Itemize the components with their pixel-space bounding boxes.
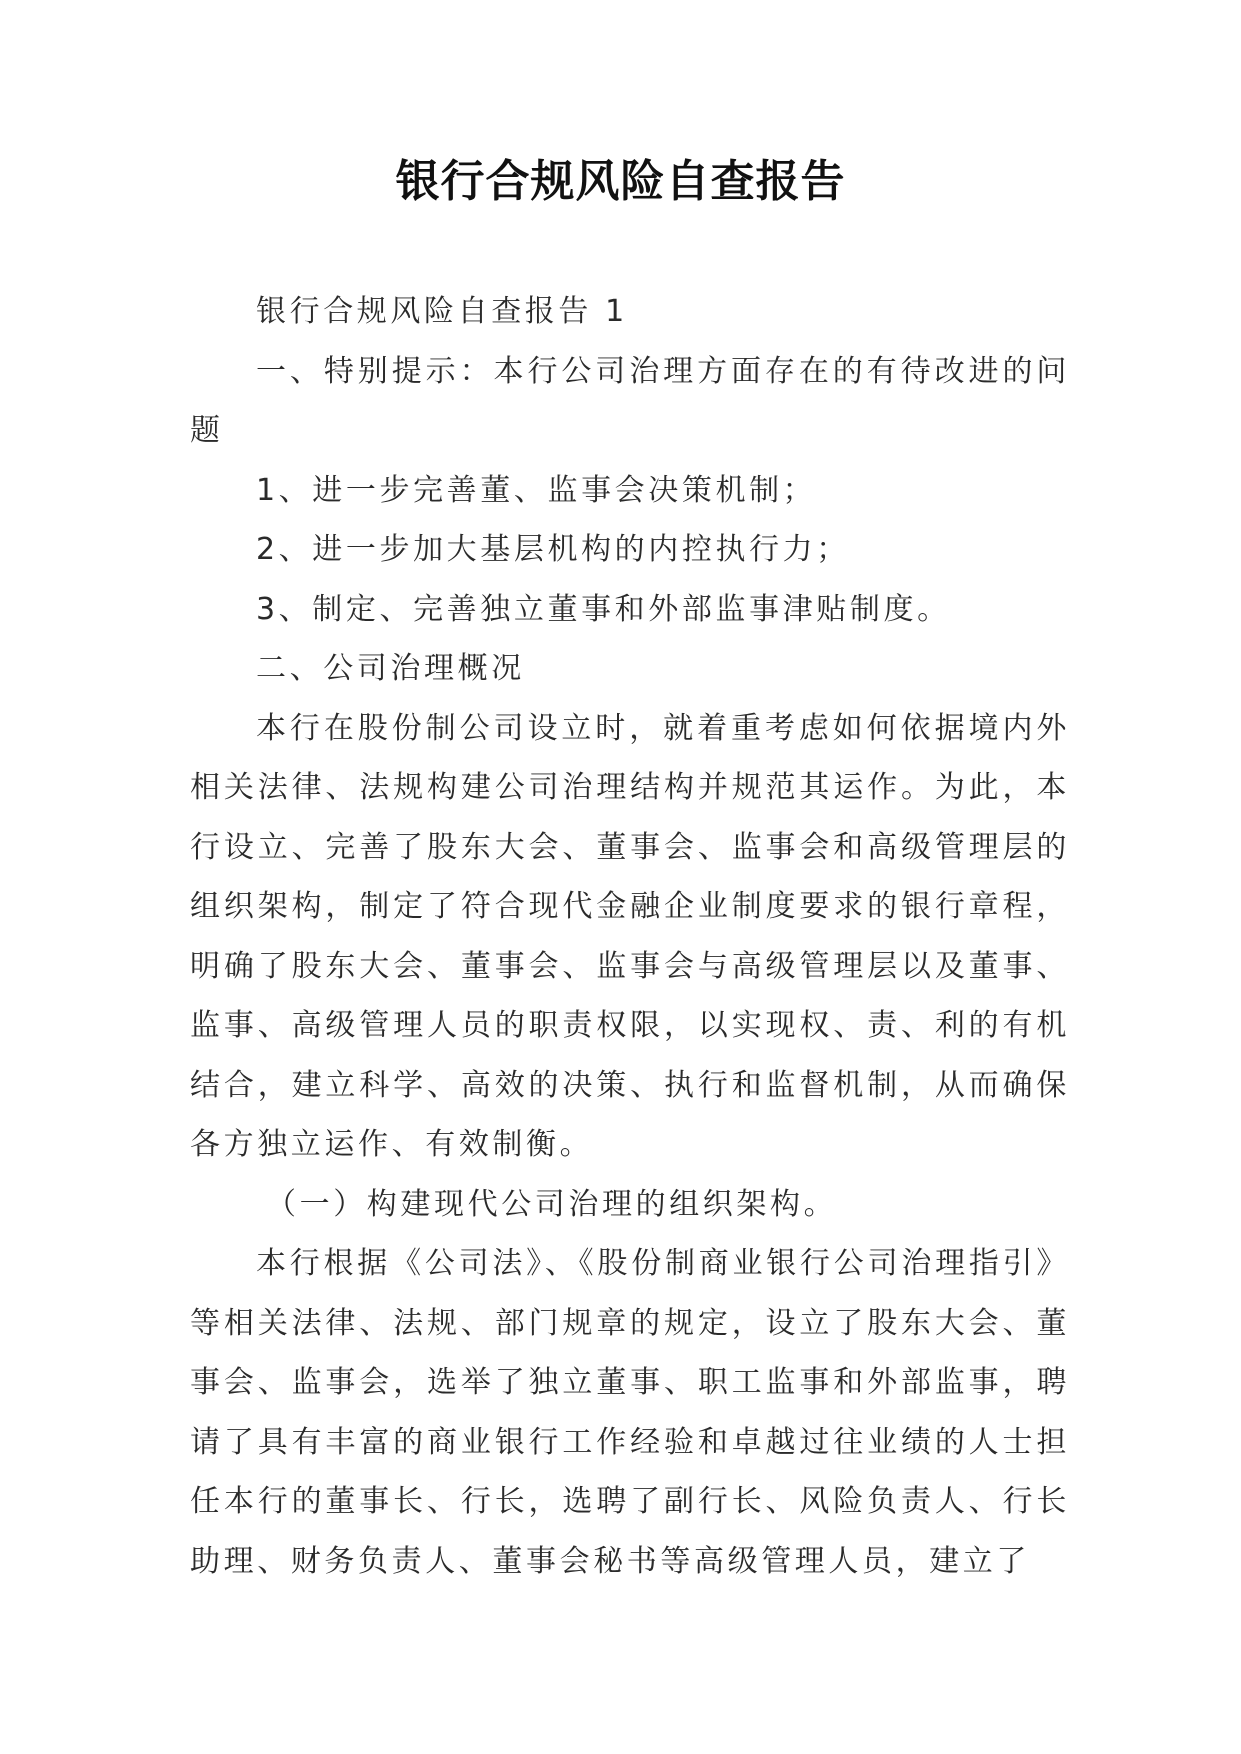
section-heading-special-notice: 一、特别提示：本行公司治理方面存在的有待改进的问题 bbox=[190, 353, 1070, 448]
body-paragraph: 本行根据《公司法》、《股份制商业银行公司治理指引》等相关法律、法规、部门规章的规定，设立了股东大会、董事会、监事会，选举了独立董事、职工监事和外部监事，聘请了具有丰富的商业银行工作经验和卓越过往业绩的人士担任本行的董事长、行长，选聘了副行长、风险负责人、行长助理、财务负责人、董事会秘书等高级管理人员，建立了 bbox=[190, 1246, 1070, 1579]
document-title: 银行合规风险自查报告 bbox=[395, 156, 846, 207]
body-paragraph: 本行在股份制公司设立时，就着重考虑如何依据境内外相关法律、法规构建公司治理结构并规范其运作。为此，本行设立、完善了股东大会、董事会、监事会和高级管理层的组织架构，制定了符合现代金融企业制度要求的银行章程，明确了股东大会、董事会、监事会与高级管理层以及董事、监事、高级管理人员的职责权限，以实现权、责、利的有机结合，建立科学、高效的决策、执行和监督机制，从而确保各方独立运作、有效制衡。 bbox=[190, 710, 1070, 1162]
report-subtitle: 银行合规风险自查报告 1 bbox=[256, 294, 628, 329]
list-item: 3、制定、完善独立董事和外部监事津贴制度。 bbox=[256, 591, 951, 627]
subsection-heading: （一）构建现代公司治理的组织架构。 bbox=[266, 1186, 838, 1222]
list-item: 1、进一步完善董、监事会决策机制； bbox=[256, 472, 817, 508]
section-heading-governance-overview: 二、公司治理概况 bbox=[256, 651, 525, 686]
list-item: 2、进一步加大基层机构的内控执行力； bbox=[256, 532, 850, 567]
document-body bbox=[190, 282, 1070, 1591]
